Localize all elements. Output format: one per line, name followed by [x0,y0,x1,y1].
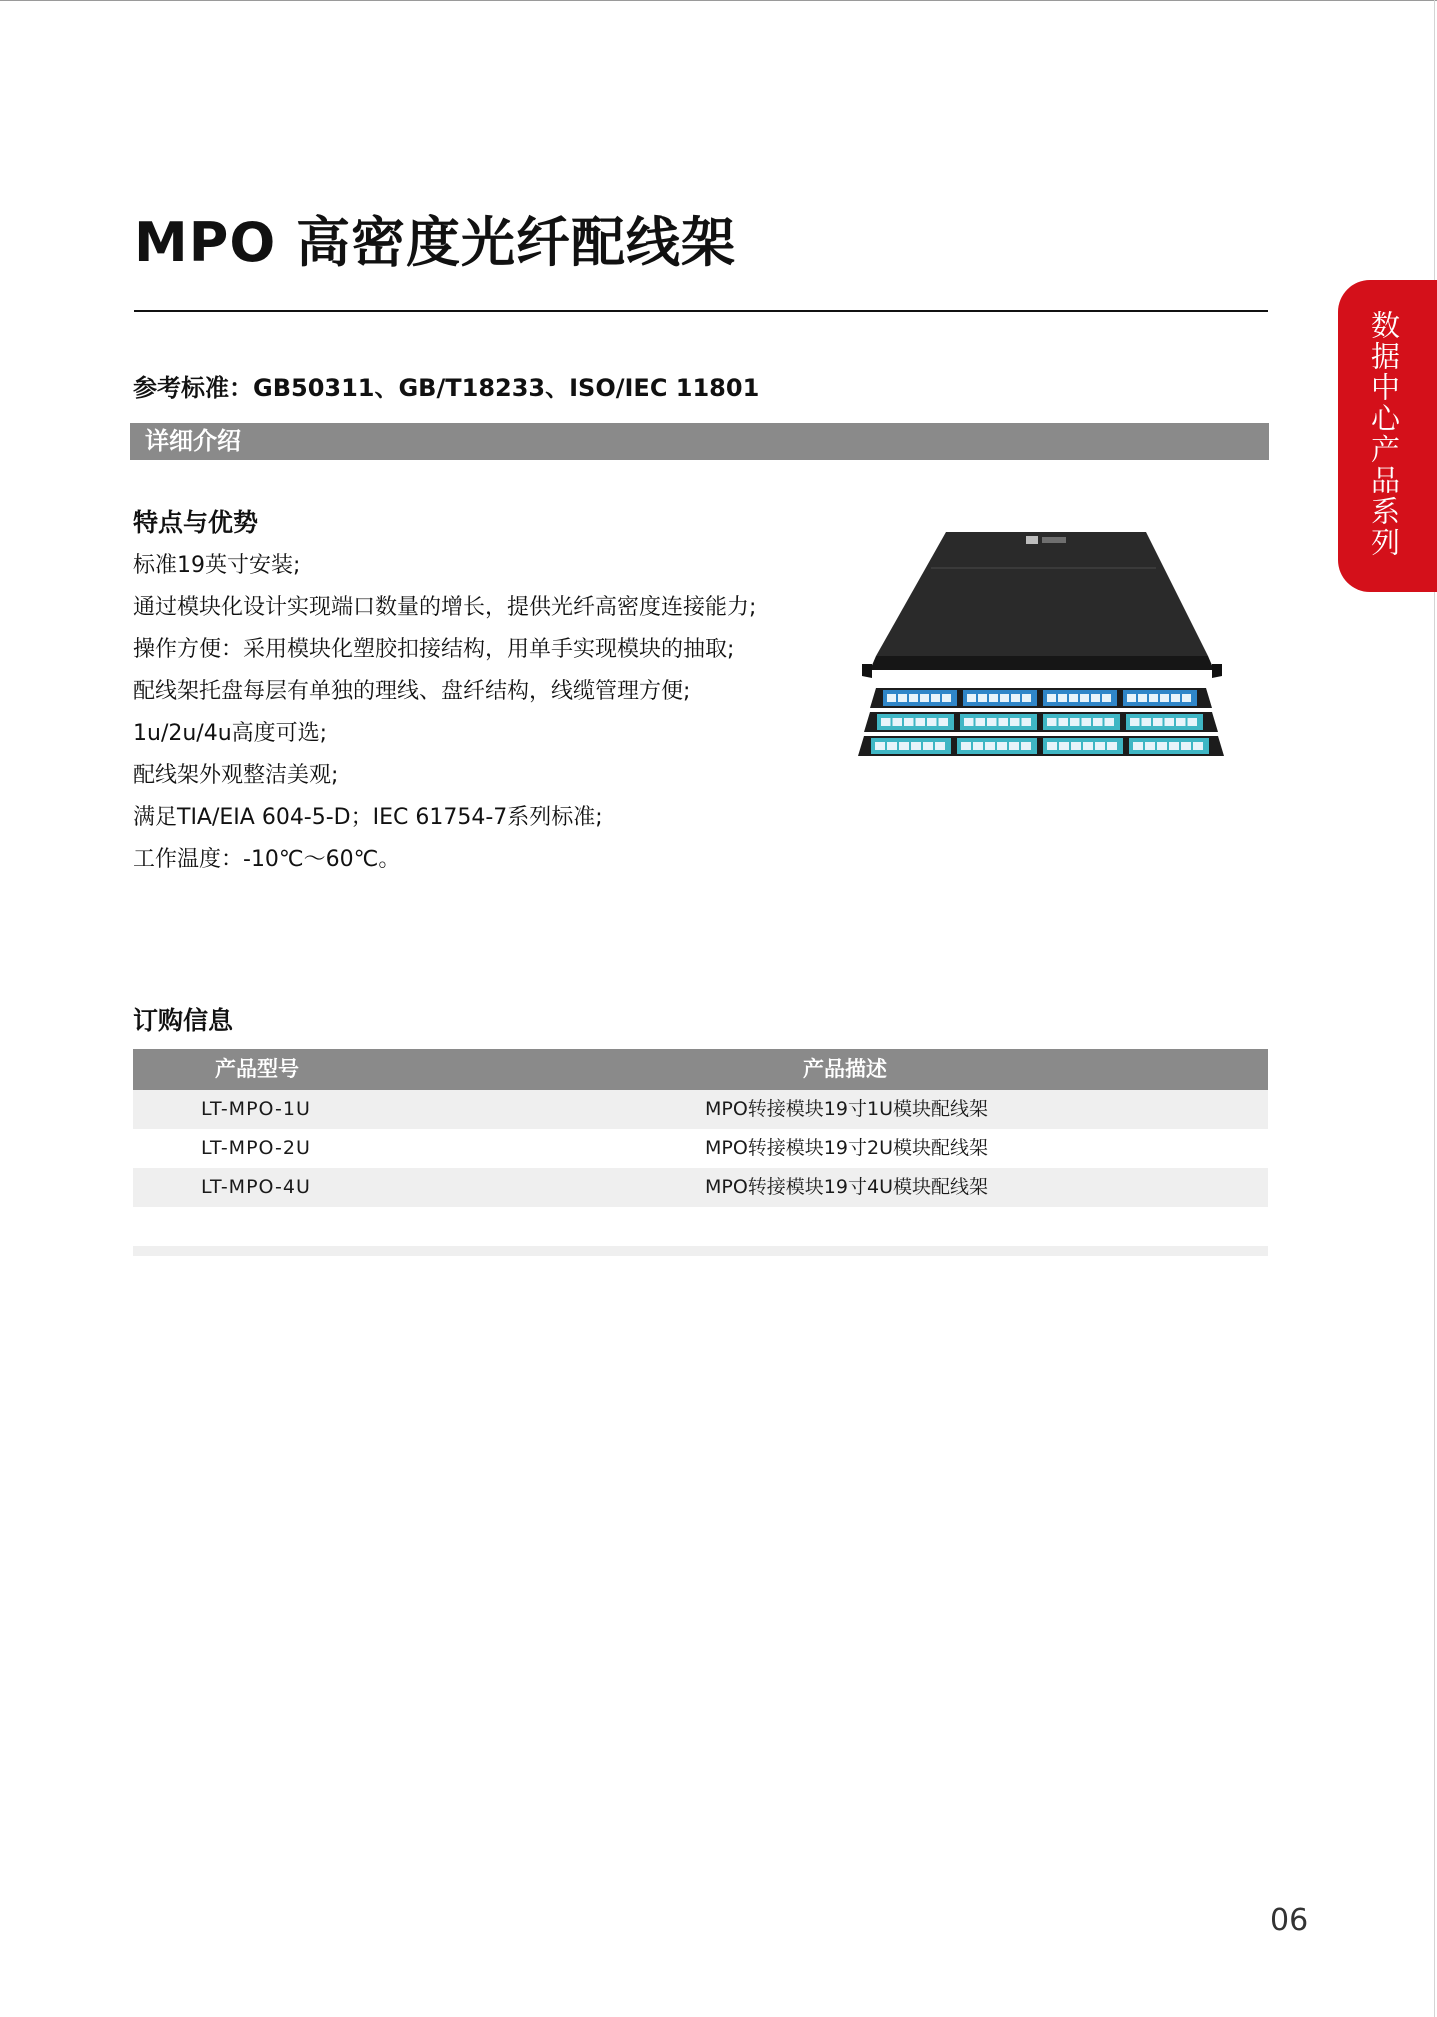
fiber-port [1091,694,1100,702]
fiber-port [1095,742,1105,750]
fiber-port [1165,718,1175,726]
fiber-port [1133,742,1143,750]
fiber-port [1142,718,1152,726]
detail-section-header: 详细介绍 [130,423,1269,460]
fiber-port [939,718,949,726]
features-heading: 特点与优势 [133,508,259,537]
fiber-port [987,718,997,726]
feature-list [133,545,756,881]
fiber-port [1171,694,1180,702]
product-description: MPO转接模块19寸2U模块配线架 [705,1137,988,1159]
fiber-port [989,694,998,702]
fiber-port [909,694,918,702]
feature-item: 满足TIA/EIA 604-5-D；IEC 61754-7系列标准; [133,805,603,830]
fiber-port [961,742,971,750]
fiber-port [875,742,885,750]
fiber-port [985,742,995,750]
feature-item: 工作温度：-10℃～60℃。 [133,847,401,872]
fiber-port [1193,742,1203,750]
column-header-model: 产品型号 [215,1057,299,1081]
fiber-port [1059,742,1069,750]
fiber-port [964,718,974,726]
brand-logo-mark [1026,536,1038,544]
title-divider [134,310,1268,312]
category-side-tab-label: 数据中心产品系列 [1367,310,1401,558]
reference-standard: 参考标准：GB50311、GB/T18233、ISO/IEC 11801 [133,374,760,402]
fiber-port [887,694,896,702]
fiber-port [935,742,945,750]
fiber-port [911,742,921,750]
fiber-port [1149,694,1158,702]
table-row [133,1168,1268,1207]
fiber-port [1160,694,1169,702]
fiber-port [1182,694,1191,702]
fiber-port [1153,718,1163,726]
table-header [133,1049,1268,1090]
fiber-port [1069,694,1078,702]
feature-item: 通过模块化设计实现端口数量的增长，提供光纤高密度连接能力; [133,595,757,620]
fiber-port [999,718,1009,726]
fiber-port [1157,742,1167,750]
category-side-tab [1338,280,1437,592]
fiber-port [1127,694,1136,702]
fiber-port [1080,694,1089,702]
fiber-port [1105,718,1115,726]
fiber-port [931,694,940,702]
fiber-port [942,694,951,702]
fiber-port [1009,742,1019,750]
fiber-port [1011,694,1020,702]
fiber-port [1047,742,1057,750]
fiber-port [1093,718,1103,726]
fiber-port [898,694,907,702]
fiber-port [1022,694,1031,702]
page-number: 06 [1270,1903,1309,1938]
fiber-module-group [858,688,1224,756]
fiber-port [1022,718,1032,726]
table-body [133,1090,1268,1246]
table-row [133,1090,1268,1129]
product-model: LT-MPO-2U [201,1137,311,1159]
fiber-port [1070,718,1080,726]
fiber-port [1083,742,1093,750]
product-description: MPO转接模块19寸4U模块配线架 [705,1176,988,1198]
fiber-port [1021,742,1031,750]
feature-item: 配线架托盘每层有单独的理线、盘纤结构，线缆管理方便; [133,679,691,704]
fiber-port [1138,694,1147,702]
fiber-port [887,742,897,750]
fiber-port [1047,718,1057,726]
fiber-port [1130,718,1140,726]
fiber-port [923,742,933,750]
ordering-heading: 订购信息 [133,1006,234,1035]
fiber-port [1107,742,1117,750]
fiber-port [1047,694,1056,702]
fiber-port [967,694,976,702]
fiber-port [997,742,1007,750]
fiber-port [978,694,987,702]
fiber-port [1102,694,1111,702]
fiber-port [1000,694,1009,702]
feature-item: 配线架外观整洁美观; [133,763,339,788]
product-model: LT-MPO-1U [201,1098,311,1120]
fiber-port [1181,742,1191,750]
fiber-port [904,718,914,726]
fiber-port [899,742,909,750]
table-row [133,1129,1268,1168]
fiber-port [1010,718,1020,726]
fiber-port [976,718,986,726]
fiber-port [1058,694,1067,702]
fiber-port [1176,718,1186,726]
table-footer-stripe [133,1246,1268,1256]
fiber-port [973,742,983,750]
patch-panel-product-image [836,528,1246,760]
feature-item: 操作方便：采用模块化塑胶扣接结构，用单手实现模块的抽取; [133,637,735,662]
panel-top-cover [876,532,1208,656]
ordering-table [133,1049,1268,1256]
top-border-line [0,0,1437,1]
column-header-description: 产品描述 [803,1057,887,1081]
fiber-port [1071,742,1081,750]
table-row [133,1207,1268,1246]
fiber-port [927,718,937,726]
fiber-port [1188,718,1198,726]
product-model: LT-MPO-4U [201,1176,311,1198]
panel-front-lip [870,656,1214,670]
product-description: MPO转接模块19寸1U模块配线架 [705,1098,988,1120]
fiber-port [1059,718,1069,726]
fiber-port [881,718,891,726]
fiber-port [1145,742,1155,750]
fiber-port [916,718,926,726]
feature-item: 1u/2u/4u高度可选; [133,721,328,746]
fiber-port [1169,742,1179,750]
page-title: MPO 高密度光纤配线架 [134,211,737,274]
fiber-port [920,694,929,702]
fiber-port [1082,718,1092,726]
fiber-port [893,718,903,726]
feature-item: 标准19英寸安装; [133,553,301,578]
